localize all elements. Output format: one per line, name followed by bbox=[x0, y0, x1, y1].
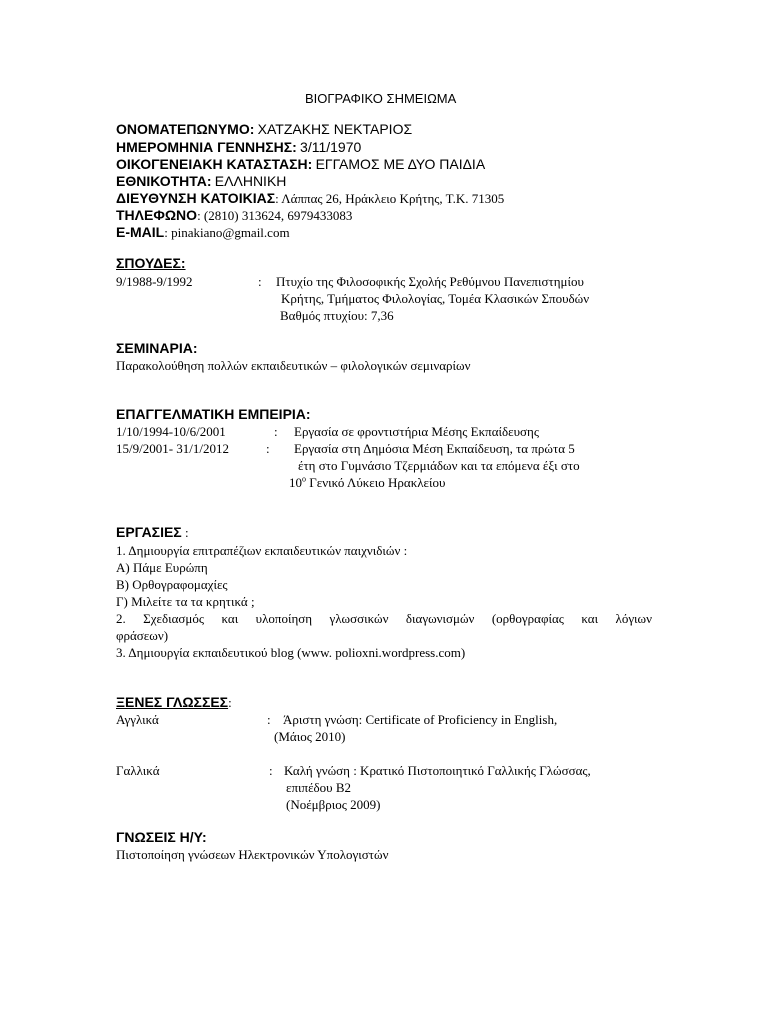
works-line: 1. Δημιουργία επιτραπέζιων εκπαιδευτικών παιχνιδιών : bbox=[116, 543, 408, 558]
language-name: Αγγλικά bbox=[116, 712, 159, 727]
works-heading-suffix: : bbox=[181, 525, 189, 540]
works-heading-row bbox=[116, 524, 189, 541]
ordinal-superscript: ο bbox=[302, 474, 306, 484]
studies-heading: ΣΠΟΥΔΕΣ: bbox=[116, 255, 186, 271]
works-line: 3. Δημιουργία εκπαιδευτικού blog (www. polioxni.wordpress.com) bbox=[116, 645, 466, 660]
nationality-value: ΕΛΛΗΝΙΚΗ bbox=[214, 173, 287, 189]
address-value: : Λάππας 26, Ηράκλειο Κρήτης, Τ.Κ. 71305 bbox=[275, 191, 505, 206]
experience-heading: ΕΠΑΓΓΕΛΜΑΤΙΚΗ ΕΜΠΕΙΡΙΑ: bbox=[116, 406, 311, 422]
phone-label: ΤΗΛΕΦΩΝΟ bbox=[116, 207, 198, 223]
studies-line: Κρήτης, Τμήματος Φιλολογίας, Τομέα Κλασικών Σπουδών bbox=[281, 291, 590, 306]
school-number: 10 bbox=[289, 475, 302, 490]
nationality-row bbox=[116, 173, 286, 190]
language-line: Καλή γνώση : Κρατικό Πιστοποιητικό Γαλλικής Γλώσσας, bbox=[284, 763, 591, 778]
languages-heading-row bbox=[116, 694, 232, 711]
name-label: ΟΝΟΜΑΤΕΠΩΝΥΜΟ: bbox=[116, 121, 255, 137]
language-line: (Νοέμβριος 2009) bbox=[286, 797, 381, 812]
address-row bbox=[116, 190, 504, 207]
experience-date: 1/10/1994-10/6/2001 bbox=[116, 424, 226, 439]
name-value: ΧΑΤΖΑΚΗΣ ΝΕΚΤΑΡΙΟΣ bbox=[257, 121, 413, 137]
language-line: (Μάιος 2010) bbox=[274, 729, 346, 744]
works-line: Β) Ορθογραφομαχίες bbox=[116, 577, 228, 592]
email-row bbox=[116, 224, 290, 241]
phone-row bbox=[116, 207, 352, 224]
experience-line bbox=[289, 474, 445, 491]
document-title: ΒΙΟΓΡΑΦΙΚΟ ΣΗΜΕΙΩΜΑ bbox=[305, 91, 457, 106]
email-label: E-MAIL bbox=[116, 224, 165, 240]
works-line: 2. Σχεδιασμός και υλοποίηση γλωσσικών διαγωνισμών (ορθογραφίας και λόγιων bbox=[116, 611, 652, 626]
birth-row bbox=[116, 139, 361, 156]
studies-line: Πτυχίο της Φιλοσοφικής Σχολής Ρεθύμνου Πανεπιστημίου bbox=[276, 274, 584, 289]
language-separator: : bbox=[269, 763, 273, 778]
seminars-heading: ΣΕΜΙΝΑΡΙΑ: bbox=[116, 340, 198, 356]
computers-text: Πιστοποίηση γνώσεων Ηλεκτρονικών Υπολογιστών bbox=[116, 847, 389, 862]
school-name: Γενικό Λύκειο Ηρακλείου bbox=[306, 475, 446, 490]
studies-line: Βαθμός πτυχίου: 7,36 bbox=[280, 308, 394, 323]
language-line: Άριστη γνώση: Certificate of Proficiency in English, bbox=[283, 712, 558, 727]
family-value: ΕΓΓΑΜΟΣ ΜΕ ΔΥΟ ΠΑΙΔΙΑ bbox=[315, 156, 486, 172]
experience-line: Εργασία στη Δημόσια Μέση Εκπαίδευση, τα πρώτα 5 bbox=[294, 441, 575, 456]
birth-label: ΗΜΕΡΟΜΗΝΙΑ ΓΕΝΝΗΣΗΣ: bbox=[116, 139, 297, 155]
name-row bbox=[116, 121, 412, 138]
language-line: επιπέδου Β2 bbox=[286, 780, 352, 795]
language-name: Γαλλικά bbox=[116, 763, 160, 778]
languages-heading: ΞΕΝΕΣ ΓΛΩΣΣΕΣ bbox=[116, 694, 229, 710]
works-line: φράσεων) bbox=[116, 628, 169, 643]
email-value: : pinakiano@gmail.com bbox=[164, 225, 290, 240]
nationality-label: ΕΘΝΙΚΟΤΗΤΑ: bbox=[116, 173, 212, 189]
birth-value: 3/11/1970 bbox=[300, 139, 362, 155]
studies-separator: : bbox=[258, 274, 262, 289]
experience-line: Εργασία σε φροντιστήρια Μέσης Εκπαίδευσης bbox=[294, 424, 539, 439]
family-label: ΟΙΚΟΓΕΝΕΙΑΚΗ ΚΑΤΑΣΤΑΣΗ: bbox=[116, 156, 313, 172]
phone-value: : (2810) 313624, 6979433083 bbox=[197, 208, 353, 223]
experience-line: έτη στο Γυμνάσιο Τζερμιάδων και τα επόμενα έξι στο bbox=[298, 458, 580, 473]
studies-date: 9/1988-9/1992 bbox=[116, 274, 193, 289]
computers-heading: ΓΝΩΣΕΙΣ Η/Υ: bbox=[116, 829, 207, 845]
seminars-text: Παρακολούθηση πολλών εκπαιδευτικών – φιλολογικών σεμιναρίων bbox=[116, 358, 471, 373]
address-label: ΔΙΕΥΘΥΝΣΗ ΚΑΤΟΙΚΙΑΣ bbox=[116, 190, 276, 206]
experience-separator: : bbox=[274, 424, 278, 439]
works-heading: ΕΡΓΑΣΙΕΣ bbox=[116, 524, 182, 540]
works-line: Γ) Μιλείτε τα τα κρητικά ; bbox=[116, 594, 255, 609]
experience-separator: : bbox=[266, 441, 270, 456]
language-separator: : bbox=[267, 712, 271, 727]
experience-date: 15/9/2001- 31/1/2012 bbox=[116, 441, 230, 456]
languages-heading-suffix: : bbox=[228, 695, 232, 710]
works-line: Α) Πάμε Ευρώπη bbox=[116, 560, 208, 575]
family-row bbox=[116, 156, 485, 173]
